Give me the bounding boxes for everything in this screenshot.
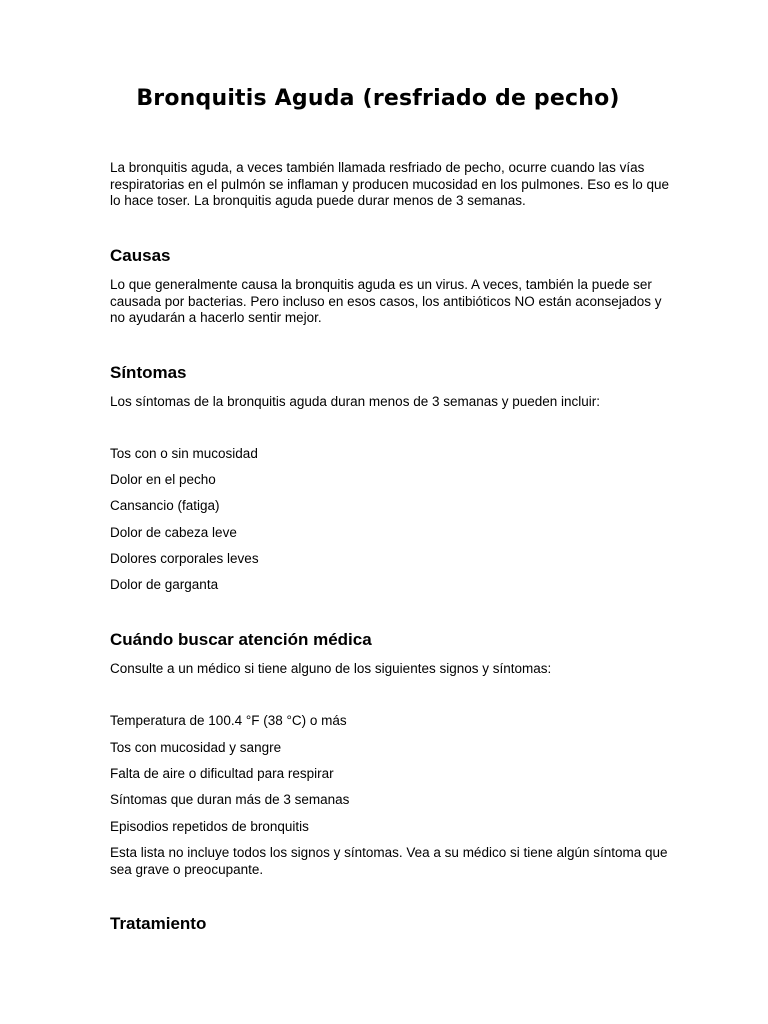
- atencion-intro: Consulte a un médico si tiene alguno de los siguientes signos y síntomas:: [110, 661, 552, 676]
- section-heading-causas: Causas: [110, 246, 171, 265]
- warning-sign-item: Falta de aire o dificultad para respirar: [110, 766, 334, 781]
- section-heading-sintomas: Síntomas: [110, 363, 187, 382]
- causas-paragraph: Lo que generalmente causa la bronquitis aguda es un virus. A veces, también la puede ser causada por bacterias. Pero incluso en esos casos, los antibióticos NO están aconsejados y no ayudarán a hacerlo sentir mejor.: [110, 277, 662, 325]
- symptom-item: Dolor en el pecho: [110, 472, 216, 487]
- warning-sign-item: Tos con mucosidad y sangre: [110, 740, 282, 755]
- atencion-note: Esta lista no incluye todos los signos y síntomas. Vea a su médico si tiene algún síntoma que sea grave o preocupante.: [110, 845, 668, 877]
- warning-sign-item: Temperatura de 100.4 °F (38 °C) o más: [110, 713, 347, 728]
- page-title: Bronquitis Aguda (resfriado de pecho): [136, 86, 620, 111]
- symptom-item: Dolores corporales leves: [110, 551, 259, 566]
- section-heading-tratamiento: Tratamiento: [110, 914, 207, 933]
- symptom-item: Tos con o sin mucosidad: [110, 446, 258, 461]
- section-heading-atencion: Cuándo buscar atención médica: [110, 630, 372, 649]
- symptom-item: Dolor de garganta: [110, 577, 219, 592]
- symptom-item: Cansancio (fatiga): [110, 498, 220, 513]
- intro-paragraph: La bronquitis aguda, a veces también llamada resfriado de pecho, ocurre cuando las vías respiratorias en el pulmón se inflaman y producen mucosidad en los pulmones. Eso es lo que lo hace toser. La bronquitis aguda puede durar menos de 3 semanas.: [110, 160, 670, 208]
- warning-sign-item: Episodios repetidos de bronquitis: [110, 819, 309, 834]
- sintomas-intro: Los síntomas de la bronquitis aguda duran menos de 3 semanas y pueden incluir:: [110, 394, 601, 409]
- symptom-item: Dolor de cabeza leve: [110, 525, 237, 540]
- warning-sign-item: Síntomas que duran más de 3 semanas: [110, 792, 350, 807]
